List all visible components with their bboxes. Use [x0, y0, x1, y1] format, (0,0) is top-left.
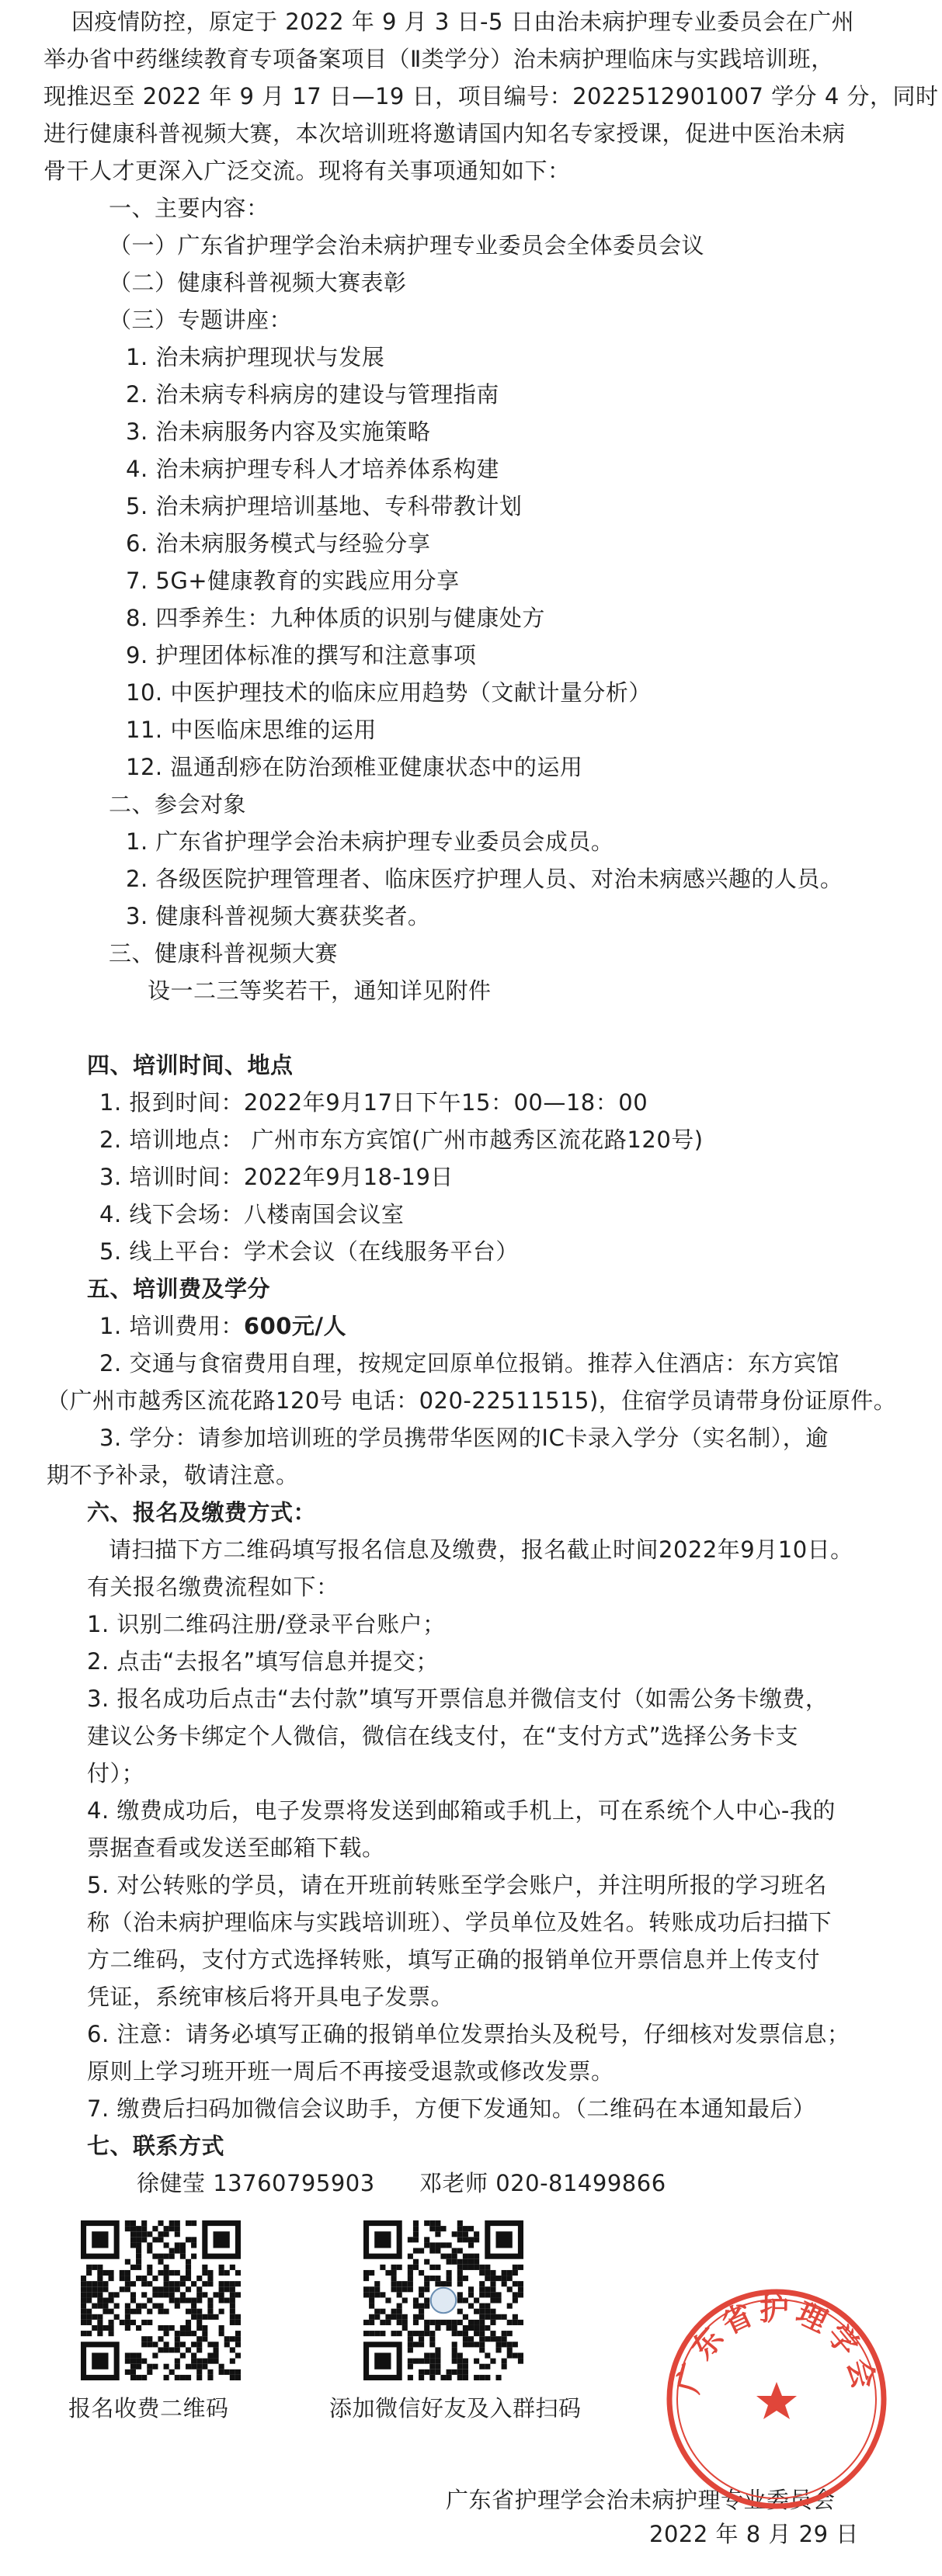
section-heading-6: 六、报名及缴费方式：	[87, 1499, 317, 1526]
schedule-item: 3. 培训时间：2022年9月18-19日	[99, 1164, 454, 1190]
lecture-item: 11. 中医临床思维的运用	[126, 717, 377, 743]
registration-line: 有关报名缴费流程如下：	[87, 1574, 339, 1600]
fee-text-line: 2. 交通与食宿费用自理，按规定回原单位报销。推荐入住酒店：东方宾馆	[99, 1350, 839, 1377]
fee-value: 600元/人	[243, 1313, 347, 1339]
registration-line: 付）；	[87, 1760, 145, 1786]
lecture-item: 9. 护理团体标准的撰写和注意事项	[126, 642, 477, 668]
section-heading-4: 四、培训时间、地点	[87, 1052, 294, 1078]
registration-line: 5. 对公转账的学员，请在开班前转账至学会账户，并注明所报的学习班名	[87, 1872, 827, 1898]
issue-date: 2022 年 8 月 29 日	[649, 2521, 859, 2547]
fee-text-line: 3. 学分：请参加培训班的学员携带华医网的IC卡录入学分（实名制），逾	[99, 1425, 829, 1451]
attendee-item: 1. 广东省护理学会治未病护理专业委员会成员。	[126, 828, 614, 855]
contact-xu: 徐健莹 13760795903	[137, 2170, 375, 2196]
intro-line: 举办省中药继续教育专项备案项目（Ⅱ类学分）治未病护理临床与实践培训班，	[43, 46, 834, 72]
registration-line: 票据查看或发送至邮箱下载。	[87, 1835, 385, 1861]
content-item: （三）专题讲座：	[109, 307, 293, 333]
registration-line: 建议公务卡绑定个人微信，微信在线支付，在“支付方式”选择公务卡支	[87, 1723, 799, 1749]
fee-text-line: （广州市越秀区流花路120号 电话：020-22511515)，住宿学员请带身份证原件。	[47, 1387, 897, 1414]
qr-caption-right: 添加微信好友及入群扫码	[329, 2395, 582, 2422]
lecture-item: 4. 治未病护理专科人才培养体系构建	[126, 456, 499, 482]
contest-text: 设一二三等奖若干，通知详见附件	[148, 977, 492, 1004]
registration-line: 3. 报名成功后点击“去付款”填写开票信息并微信支付（如需公务卡缴费，	[87, 1686, 829, 1712]
lecture-item: 7. 5G+健康教育的实践应用分享	[126, 568, 460, 594]
intro-line: 现推迟至 2022 年 9 月 17 日—19 日，项目编号：2022512901007 学分 4 分，同时	[43, 83, 939, 109]
registration-line: 4. 缴费成功后，电子发票将发送到邮箱或手机上，可在系统个人中心-我的	[87, 1797, 836, 1824]
section-heading-5: 五、培训费及学分	[87, 1276, 271, 1302]
lecture-item: 5. 治未病护理培训基地、专科带教计划	[126, 493, 523, 519]
seal-star	[756, 2382, 797, 2419]
content-item: （一）广东省护理学会治未病护理专业委员会全体委员会议	[109, 232, 705, 259]
registration-line: 原则上学习班开班一周后不再接受退款或修改发票。	[87, 2058, 614, 2085]
schedule-item: 4. 线下会场：八楼南国会议室	[99, 1201, 405, 1227]
seal-text: 广东省护理学会	[670, 2293, 883, 2397]
seal-graphic	[660, 2283, 893, 2515]
schedule-item: 5. 线上平台：学术会议（在线服务平台）	[99, 1238, 519, 1265]
lecture-item: 1. 治未病护理现状与发展	[126, 344, 385, 370]
registration-qr-code[interactable]	[81, 2220, 241, 2380]
fee-text-line: 期不予补录，敬请注意。	[47, 1462, 299, 1488]
official-seal	[660, 2283, 893, 2515]
issuing-organization: 广东省护理学会治未病护理专业委员会	[446, 2487, 836, 2513]
contact-deng: 邓老师 020-81499866	[419, 2170, 666, 2196]
fee-line	[99, 1311, 346, 1342]
registration-line: 1. 识别二维码注册/登录平台账户；	[87, 1611, 446, 1637]
registration-line: 凭证，系统审核后将开具电子发票。	[87, 1984, 454, 2010]
lecture-item: 2. 治未病专科病房的建设与管理指南	[126, 381, 499, 408]
registration-line: 方二维码，支付方式选择转账，填写正确的报销单位开票信息并上传支付	[87, 1946, 821, 1973]
intro-line: 因疫情防控，原定于 2022 年 9 月 3 日-5 日由治未病护理专业委员会在广州	[71, 9, 855, 35]
attendee-item: 3. 健康科普视频大赛获奖者。	[126, 903, 431, 929]
qr-pattern	[363, 2220, 523, 2380]
attendee-item: 2. 各级医院护理管理者、临床医疗护理人员、对治未病感兴趣的人员。	[126, 866, 843, 892]
registration-line: 6. 注意：请务必填写正确的报销单位发票抬头及税号，仔细核对发票信息；	[87, 2021, 850, 2047]
intro-line: 骨干人才更深入广泛交流。现将有关事项通知如下：	[43, 158, 571, 184]
section-heading-3: 三、健康科普视频大赛	[109, 940, 339, 967]
lecture-item: 3. 治未病服务内容及实施策略	[126, 418, 431, 445]
qr-caption-left: 报名收费二维码	[68, 2395, 229, 2422]
content-item: （二）健康科普视频大赛表彰	[109, 269, 407, 296]
registration-line: 请扫描下方二维码填写报名信息及缴费，报名截止时间2022年9月10日。	[109, 1536, 853, 1563]
schedule-item: 2. 培训地点： 广州市东方宾馆(广州市越秀区流花路120号)	[99, 1127, 704, 1153]
lecture-item: 10. 中医护理技术的临床应用趋势（文献计量分析）	[126, 679, 652, 706]
registration-line: 7. 缴费后扫码加微信会议助手，方便下发通知。（二维码在本通知最后）	[87, 2095, 816, 2122]
schedule-item: 1. 报到时间：2022年9月17日下午15：00—18：00	[99, 1089, 648, 1116]
registration-line: 2. 点击“去报名”填写信息并提交；	[87, 1648, 439, 1675]
fee-label: 1. 培训费用：	[99, 1313, 244, 1339]
section-heading-7: 七、联系方式	[87, 2133, 225, 2159]
section-heading-2: 二、参会对象	[109, 791, 247, 818]
intro-line: 进行健康科普视频大赛，本次培训班将邀请国内知名专家授课，促进中医治未病	[43, 120, 846, 147]
wechat-qr-code[interactable]	[363, 2220, 523, 2380]
section-heading-1: 一、主要内容：	[109, 195, 269, 221]
lecture-item: 12. 温通刮痧在防治颈椎亚健康状态中的运用	[126, 754, 583, 780]
lecture-item: 6. 治未病服务模式与经验分享	[126, 530, 431, 557]
lecture-item: 8. 四季养生：九种体质的识别与健康处方	[126, 605, 545, 631]
qr-pattern	[81, 2220, 241, 2380]
registration-line: 称（治未病护理临床与实践培训班）、学员单位及姓名。转账成功后扫描下	[87, 1909, 833, 1935]
